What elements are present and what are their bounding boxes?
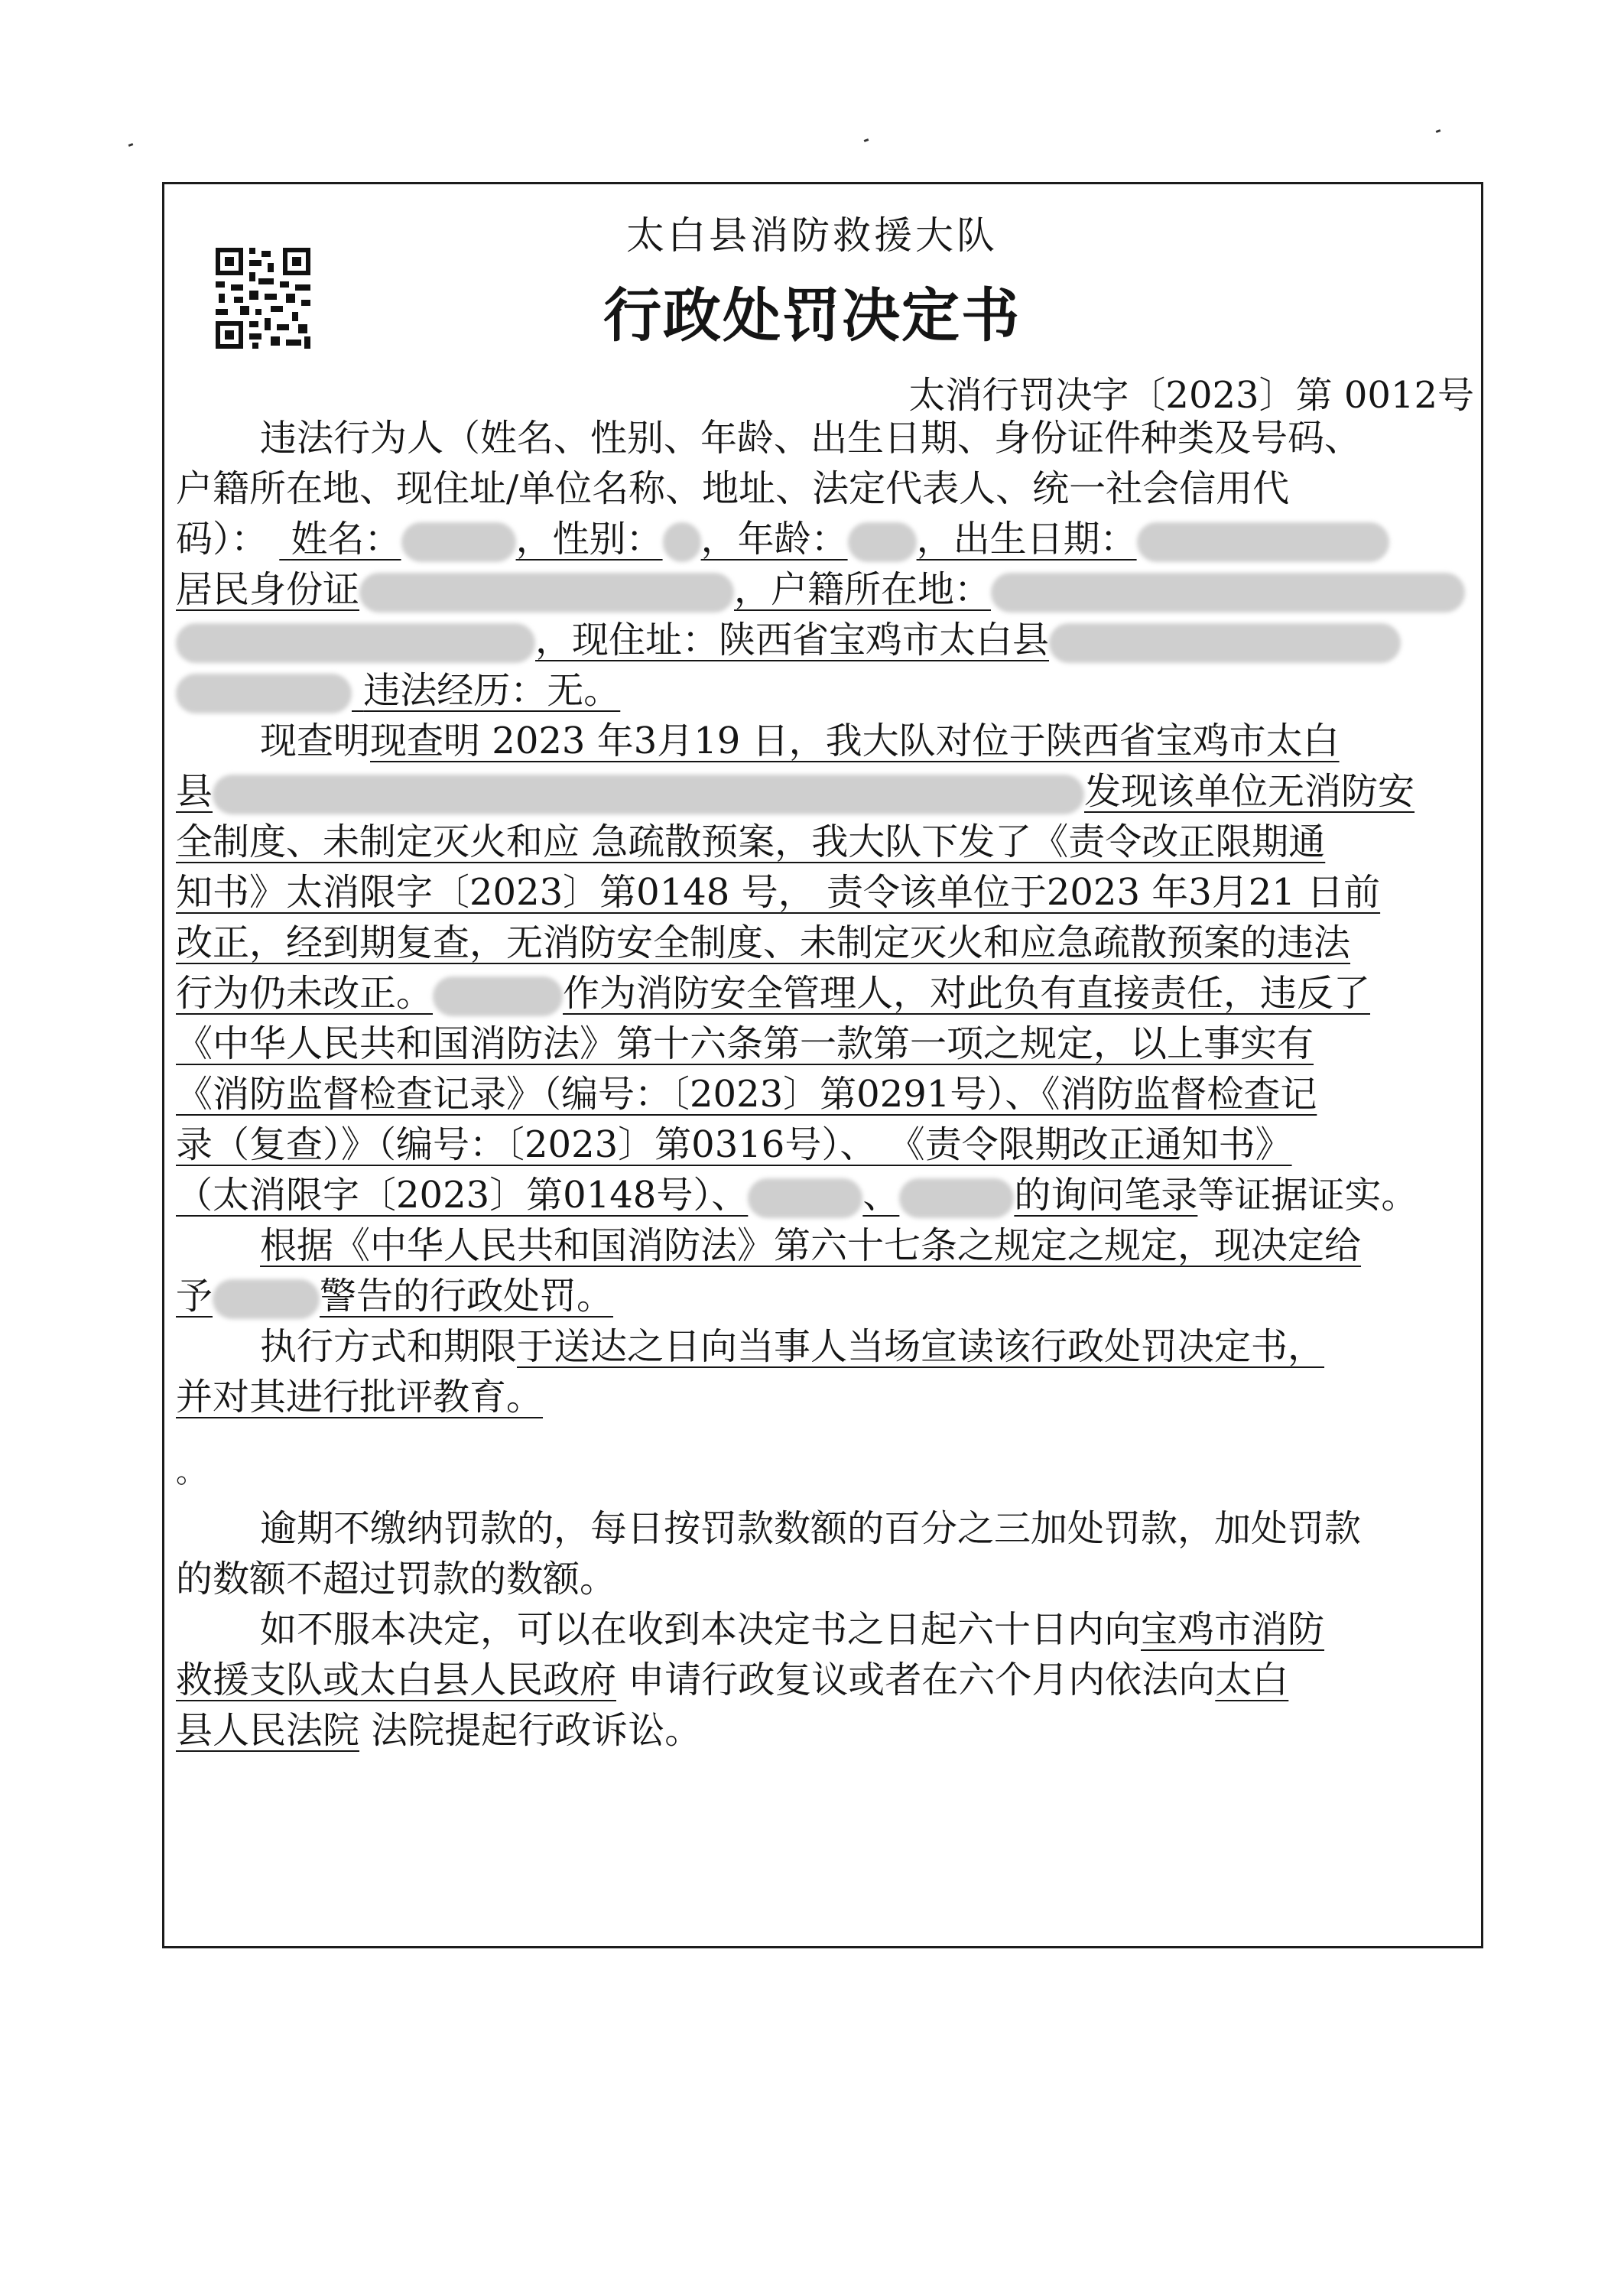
redacted-age [848, 522, 917, 562]
facts-line: （太消限字〔2023〕第0148号）、 、 的询问笔录等证据证实。 [176, 1174, 1418, 1217]
redacted-name [401, 522, 516, 562]
facts-line: 现查明现查明 2023 年3月19 日，我大队对位于陕西省宝鸡市太白 [260, 720, 1340, 762]
party-info-line [176, 615, 1476, 665]
address-label: ，现住址：陕西省宝鸡市太白县 [535, 619, 1050, 661]
redacted-manager-name [433, 976, 563, 1016]
issuing-organization: 太白县消防救援大队 [626, 213, 998, 258]
party-info-line [176, 564, 1476, 615]
facts-line: 录（复查）》（编号：〔2023〕第0316号）、 《责令限期改正通知书》 [176, 1123, 1292, 1166]
party-info-line [176, 665, 1476, 716]
name-label: 姓名： [291, 518, 401, 561]
redacted-unit-address [213, 775, 1084, 814]
redacted-birthdate [1137, 522, 1389, 562]
age-label: ，年龄： [700, 518, 848, 561]
appeal-line: 如不服本决定，可以在收到本决定书之日起六十日内向宝鸡市消防 [260, 1608, 1325, 1651]
facts-line: 行为仍未改正。 作为消防安全管理人，对此负有直接责任，违反了 [176, 972, 1371, 1015]
facts-line: 全制度、未制定灭火和应 急疏散预案，我大队下发了《责令改正限期通 [176, 820, 1326, 863]
overdue-line: 逾期不缴纳罚款的，每日按罚款数额的百分之三加处罚款，加处罚款 [260, 1507, 1362, 1550]
facts-line: 知书》太消限字〔2023〕第0148 号， 责令该单位于2023 年3月21 日前 [176, 871, 1381, 914]
document-title: 行政处罚决定书 [603, 281, 1021, 349]
redacted-address [1049, 623, 1401, 663]
document-body [176, 413, 1476, 1756]
redacted-id-number [359, 573, 734, 612]
redacted-witness-2 [899, 1178, 1014, 1218]
redacted-address-cont [176, 674, 352, 713]
decision-line: 予 警告的行政处罚。 [176, 1275, 614, 1318]
facts-line: 改正，经到期复查，无消防安全制度、未制定灭火和应急疏散预案的违法 [176, 921, 1351, 964]
party-intro-line: 违法行为人（姓名、性别、年龄、出生日期、身份证件种类及号码、 [260, 417, 1362, 460]
facts-line: 《消防监督检查记录》（编号：〔2023〕第0291号）、《消防监督检查记 [176, 1073, 1317, 1116]
document-number: 太消行罚决字〔2023〕第 0012号 [908, 374, 1474, 417]
decision-line: 根据《中华人民共和国消防法》第六十七条之规定之规定，现决定给 [260, 1224, 1362, 1267]
party-info-line: 码）： 姓名： ，性别： ，年龄： ，出生日期： [176, 514, 1476, 564]
hukou-label: ，户籍所在地： [734, 568, 992, 611]
violation-history: 违法经历：无。 [363, 669, 621, 712]
stray-mark: 。 [176, 1454, 206, 1490]
party-intro-line: 户籍所在地、现住址/单位名称、地址、法定代表人、统一社会信用代 [176, 467, 1290, 510]
facts-line: 县 发现该单位无消防安 [176, 770, 1415, 813]
appeal-line: 救援支队或太白县人民政府 申请行政复议或者在六个月内依法向太白 [176, 1659, 1289, 1701]
execution-line: 执行方式和期限于送达之日向当事人当场宣读该行政处罚决定书， [260, 1325, 1325, 1368]
redacted-hukou-cont [176, 623, 535, 663]
redacted-hukou [991, 573, 1465, 612]
overdue-line: 的数额不超过罚款的数额。 [176, 1558, 617, 1600]
execution-line: 并对其进行批评教育。 [176, 1376, 544, 1418]
appeal-line: 县人民法院 法院提起行政诉讼。 [176, 1709, 702, 1752]
redacted-witness-1 [748, 1178, 862, 1218]
id-label: 居民身份证 [176, 568, 360, 611]
redacted-gender [663, 522, 701, 562]
scan-speck [864, 138, 869, 142]
facts-line: 《中华人民共和国消防法》第十六条第一款第一项之规定，以上事实有 [176, 1022, 1314, 1065]
birth-label: ，出生日期： [916, 518, 1137, 561]
scan-speck [128, 143, 134, 147]
gender-label: ，性别： [515, 518, 663, 561]
scan-speck [1436, 129, 1441, 133]
redacted-penalized-party [213, 1279, 320, 1319]
